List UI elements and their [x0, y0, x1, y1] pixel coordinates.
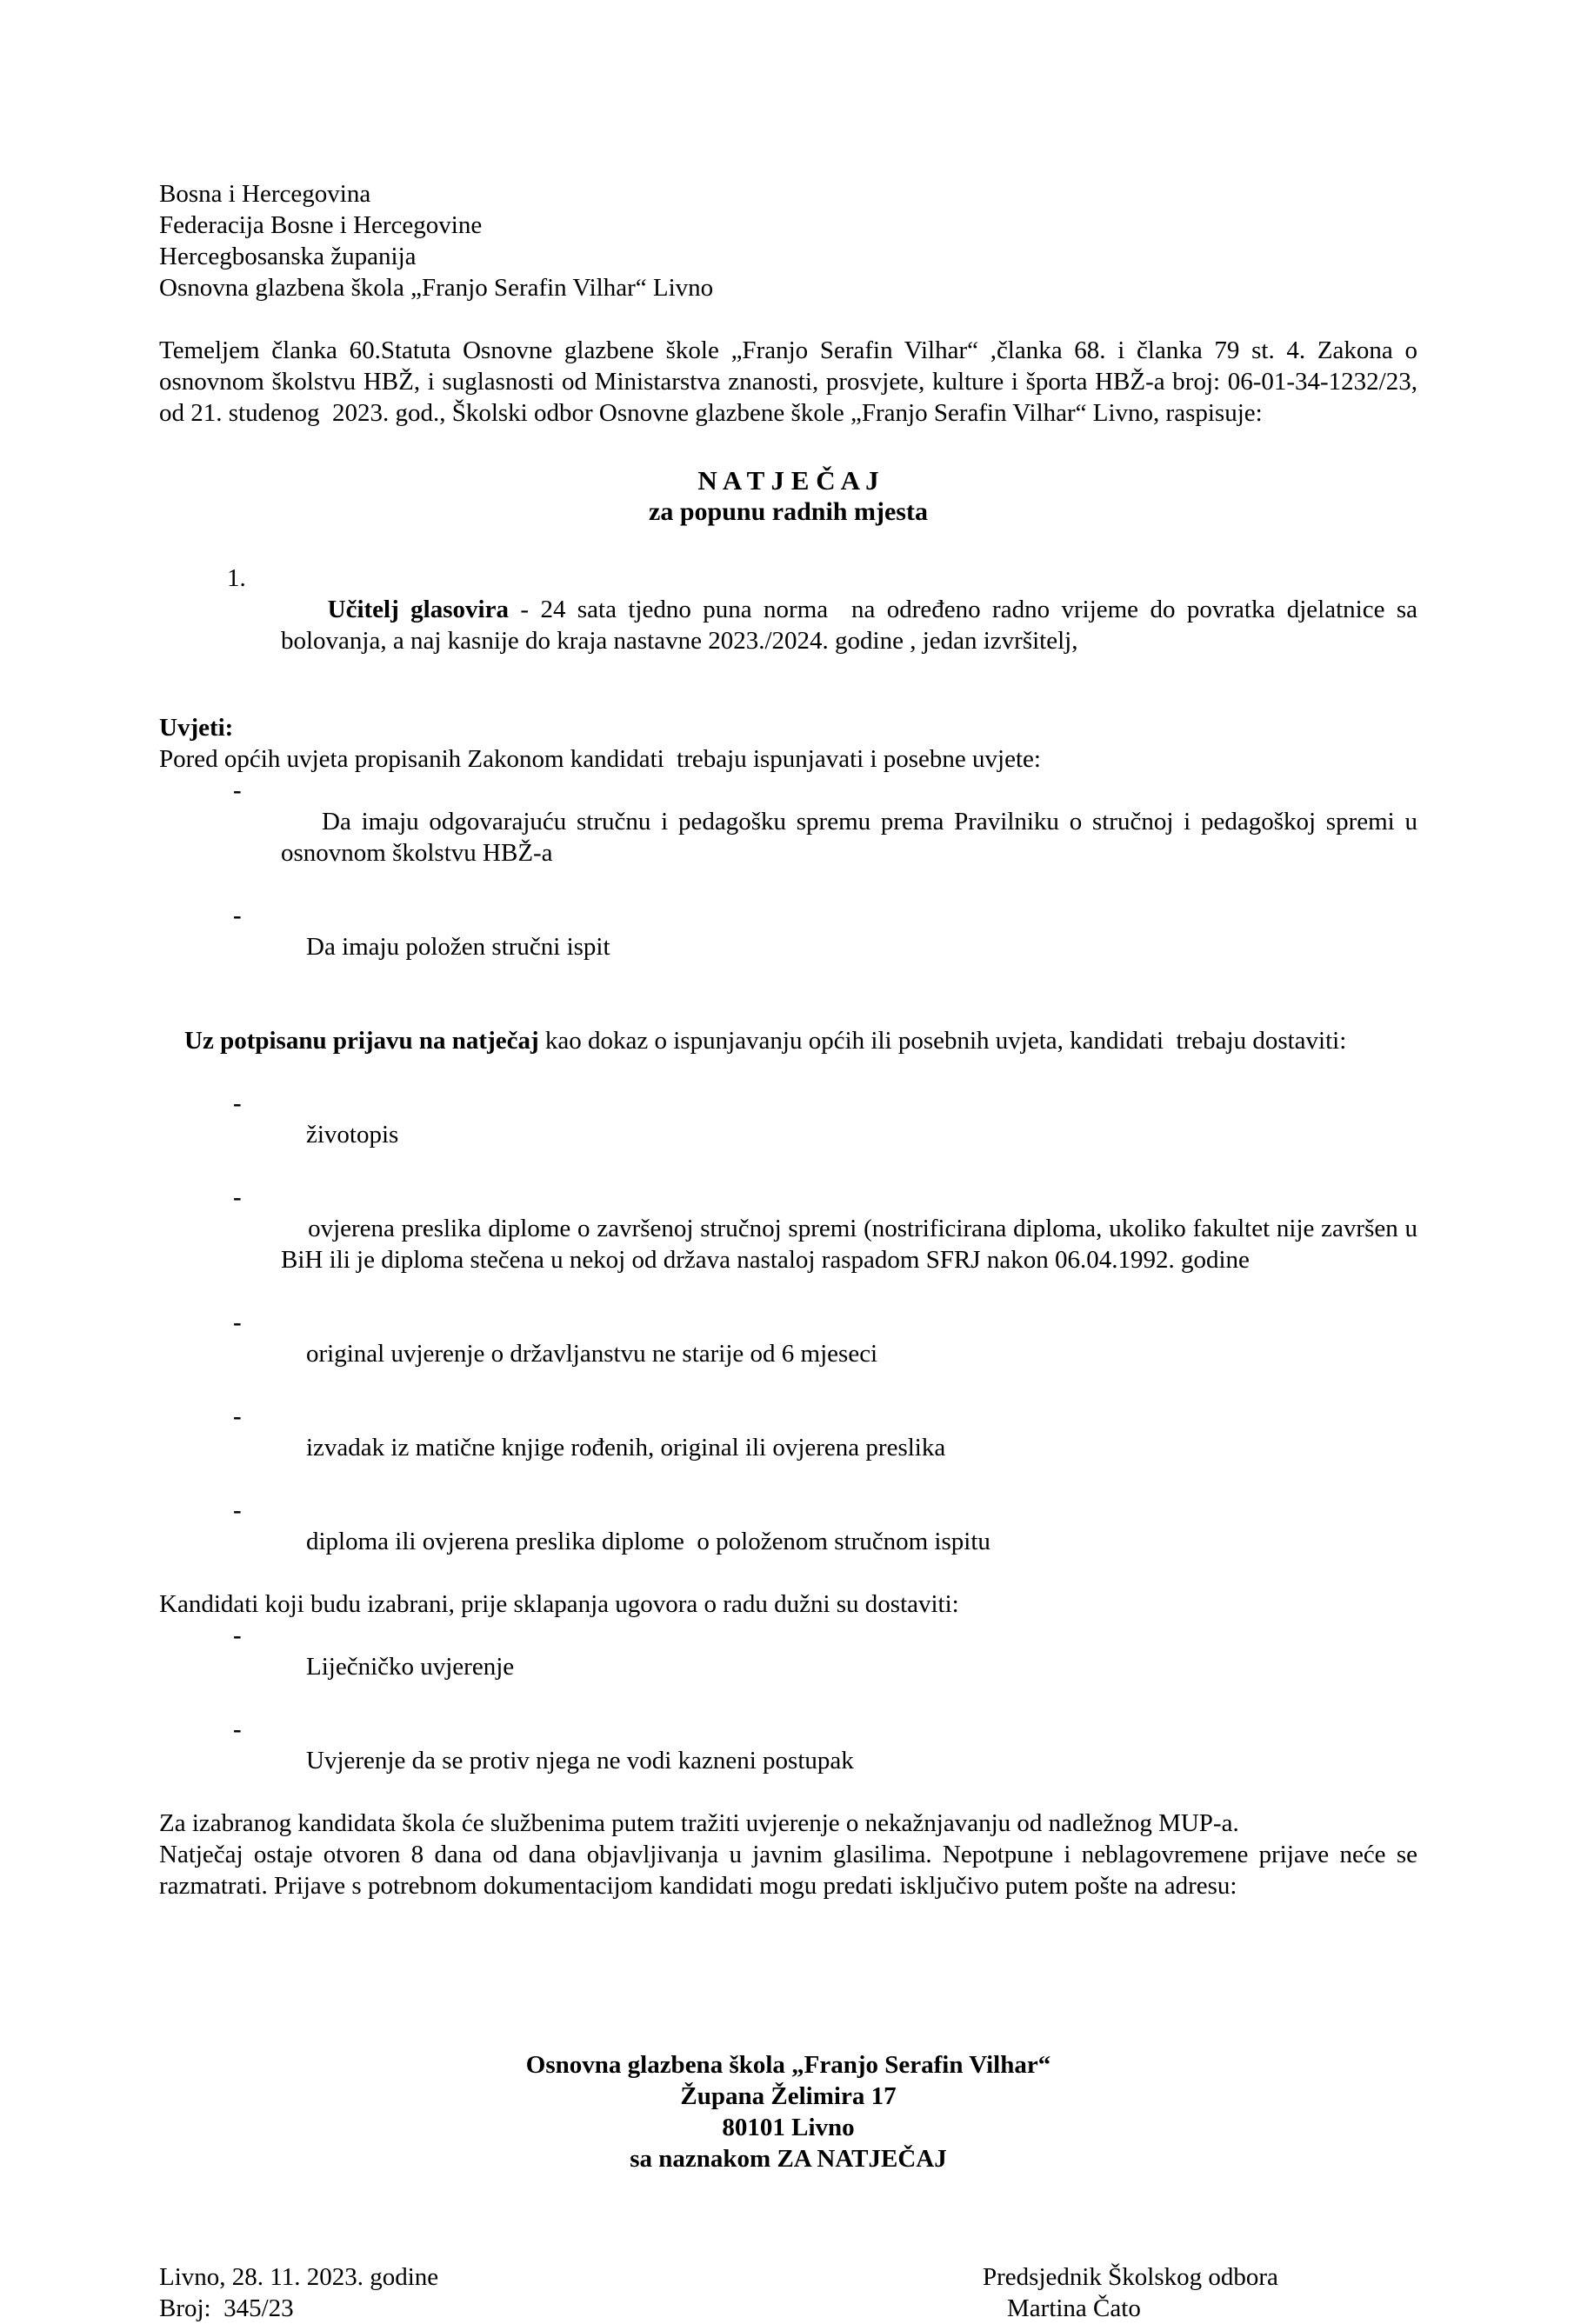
- application-doc-text: životopis: [306, 1121, 399, 1149]
- selected-list-item: [159, 1714, 1417, 1808]
- letterhead: [159, 178, 1417, 303]
- address-city: 80101 Livno: [722, 2114, 855, 2141]
- address-note: sa naznakom ZA NATJEČAJ: [630, 2145, 947, 2173]
- footer-signature-column: [983, 2261, 1417, 2324]
- conditions-heading: Uvjeti:: [159, 714, 234, 742]
- vacancy-number: 1.: [227, 564, 246, 592]
- selected-doc-text: Uvjerenje da se protiv njega ne vodi kazneni postupak: [306, 1747, 854, 1775]
- letterhead-line-county: Hercegbosanska županija: [159, 243, 417, 270]
- vacancy-item: [159, 563, 1424, 688]
- bullet-dash: -: [233, 902, 242, 929]
- bullet-dash: -: [233, 1621, 242, 1649]
- bullet-dash: -: [233, 1183, 242, 1211]
- address-school-name: Osnovna glazbena škola „Franjo Serafin Vilhar“: [525, 2051, 1051, 2079]
- footer: [159, 2261, 1417, 2324]
- vacancy-position-details: - 24 sata tjedno puna norma na određeno radno vrijeme do povratka djelatnice sa bolovanja, a naj kasnije do kraja nastavne 2023./2024. godine , jedan izvršitelj,: [281, 596, 1424, 655]
- document-subtitle: za popunu radnih mjesta: [649, 497, 928, 526]
- intro-paragraph: Temeljem članka 60.Statuta Osnovne glazbene škole „Franjo Serafin Vilhar“ ,članka 68. i članka 79 st. 4. Zakona o osnovnom školstvu HBŽ, i suglasnosti od Ministarstva znanosti, prosvjete, kulture i športa HBŽ-a broj: 06-01-34-1232/23, od 21. studenog 2023. god., Školski odbor Osnovne glazbene škole „Franjo Serafin Vilhar“ Livno, raspisuje:: [159, 336, 1424, 427]
- application-doc-text: izvadak iz matične knjige rođenih, original ili ovjerena preslika: [306, 1434, 946, 1462]
- condition-text: Da imaju odgovarajuću stručnu i pedagošku spremu prema Pravilniku o stručnoj i pedagoškoj spremi u osnovnom školstvu HBŽ-a: [281, 808, 1424, 867]
- signature-title: Predsjednik Školskog odbora: [983, 2263, 1278, 2291]
- document-title-block: [159, 465, 1417, 528]
- selected-candidates-intro: Kandidati koji budu izabrani, prije sklapanja ugovora o radu dužni su dostaviti:: [159, 1590, 959, 1618]
- application-list-item: [159, 1307, 1417, 1401]
- selected-list-item: [159, 1620, 1417, 1714]
- mup-paragraph: Za izabranog kandidata škola će službenima putem tražiti uvjerenje o nekažnjavanju od nadležnog MUP-a.: [159, 1809, 1239, 1837]
- application-doc-text: diploma ili ovjerena preslika diplome o položenom stručnom ispitu: [306, 1528, 990, 1555]
- bullet-dash: -: [233, 776, 242, 804]
- footer-left-column: [159, 2261, 438, 2324]
- application-list-item: [159, 1088, 1417, 1182]
- bullet-dash: -: [233, 1402, 242, 1430]
- letterhead-line-school: Osnovna glazbena škola „Franjo Serafin Vilhar“ Livno: [159, 274, 714, 302]
- application-list-item: [159, 1495, 1417, 1588]
- mailing-address-block: [159, 2049, 1417, 2174]
- application-doc-text: original uvjerenje o državljanstvu ne starije od 6 mjeseci: [306, 1340, 878, 1368]
- letterhead-line-federation: Federacija Bosne i Hercegovine: [159, 211, 483, 239]
- document-title: N A T J E Č A J: [697, 465, 879, 496]
- bullet-dash: -: [233, 1089, 242, 1117]
- condition-list-item: [159, 775, 1424, 900]
- vacancy-position-title: Učitelj glasovira: [327, 596, 509, 623]
- application-intro-rest: kao dokaz o ispunjavanju općih ili posebnih uvjeta, kandidati trebaju dostaviti:: [538, 1027, 1347, 1055]
- selected-doc-text: Liječničko uvjerenje: [306, 1653, 515, 1681]
- bullet-dash: -: [233, 1496, 242, 1524]
- footer-place-date: Livno, 28. 11. 2023. godine: [159, 2263, 439, 2291]
- bullet-dash: -: [233, 1308, 242, 1336]
- bullet-dash: -: [233, 1715, 242, 1743]
- condition-text: Da imaju položen stručni ispit: [306, 933, 610, 961]
- application-intro-bold: Uz potpisanu prijavu na natječaj: [184, 1027, 539, 1055]
- application-intro: [159, 994, 1417, 1088]
- letterhead-line-country: Bosna i Hercegovina: [159, 180, 371, 208]
- address-street: Župana Želimira 17: [680, 2082, 897, 2110]
- deadline-paragraph: Natječaj ostaje otvoren 8 dana od dana objavljivanja u javnim glasilima. Nepotpune i neblagovremene prijave neće se razmatrati. Prijave s potrebnom dokumentacijom kandidati mogu predati isključivo putem pošte na adresu:: [159, 1841, 1424, 1900]
- conditions-intro: Pored općih uvjeta propisanih Zakonom kandidati trebaju ispunjavati i posebne uvjete:: [159, 745, 1041, 773]
- application-doc-text: ovjerena preslika diplome o završenoj stručnoj spremi (nostrificirana diploma, ukoliko fakultet nije završen u BiH ili je diploma stečena u nekoj od država nastaloj raspadom SFRJ nakon 06.04.1992. godine: [281, 1215, 1424, 1274]
- application-list-item: [159, 1182, 1424, 1307]
- footer-document-number: Broj: 345/23: [159, 2294, 294, 2322]
- condition-list-item: [159, 900, 1417, 994]
- application-list-item: [159, 1401, 1417, 1495]
- signature-name: Martina Čato: [1007, 2294, 1141, 2322]
